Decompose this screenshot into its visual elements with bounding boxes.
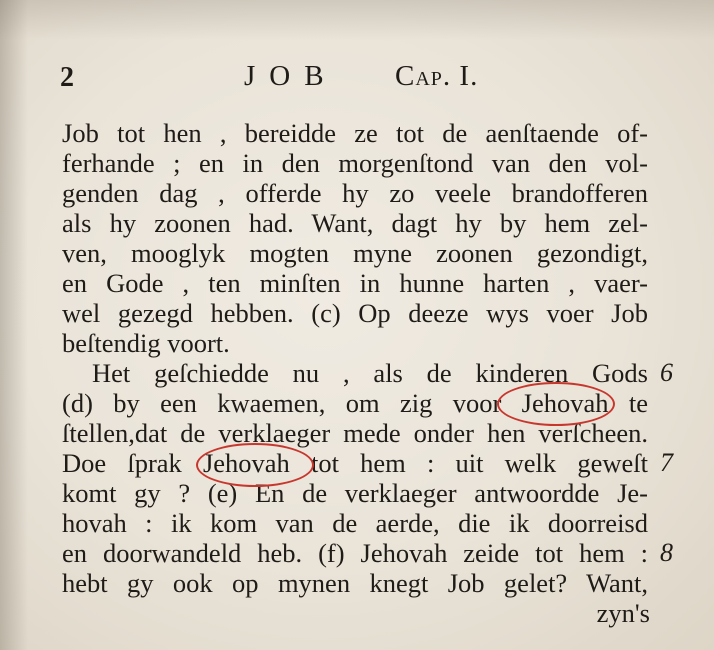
running-chapter: Cap. I.: [395, 60, 479, 92]
verse-number-8: 8: [660, 538, 673, 567]
verse-number-7: 7: [660, 448, 673, 477]
page-shadow-top: [0, 0, 714, 40]
text-line-2: ferhande ; en in den morgenſtond van den vol-: [62, 148, 648, 178]
text-line-3: genden dag , offerde hy zo veele brandofferen: [62, 178, 648, 208]
catchword: zyn's: [596, 598, 650, 628]
verse-number-6: 6: [660, 358, 673, 387]
annotation-circle-jehovah-1: [497, 382, 615, 426]
text-line-10: (d) by een kwaemen, om zig voor Jehovah te: [62, 388, 648, 418]
text-line-7: wel gezegd hebben. (c) Op deeze wys voer Job: [62, 298, 648, 328]
text-line-14: hovah : ik kom van de aerde, die ik doorreisd: [62, 508, 648, 538]
page-shadow-left: [0, 0, 28, 650]
text-line-12: Doe ſprak Jehovah tot hem : uit welk geweſt: [62, 448, 648, 478]
text-line-9: Het geſchiedde nu , als de kinderen Gods: [92, 358, 648, 388]
text-line-16: hebt gy ook op mynen knegt Job gelet? Want,: [62, 568, 648, 598]
text-line-4: als hy zoonen had. Want, dagt hy by hem zel-: [62, 208, 648, 238]
text-line-5: ven, mooglyk mogten myne zoonen gezondigt,: [62, 238, 648, 268]
running-title: JOB: [244, 60, 338, 92]
text-line-13: komt gy ? (e) En de verklaeger antwoordde Je-: [62, 478, 648, 508]
text-line-8: beſtendig voort.: [62, 328, 230, 358]
annotation-circle-jehovah-2: [196, 443, 314, 487]
text-line-1: Job tot hen , bereidde ze tot de aenſtaende of-: [62, 118, 648, 148]
text-line-11: ſtellen,dat de verklaeger mede onder hen verſcheen.: [62, 418, 648, 448]
text-line-15: en doorwandeld heb. (f) Jehovah zeide tot hem :: [62, 538, 648, 568]
page-number: 2: [60, 62, 74, 93]
text-line-6: en Gode , ten minſten in hunne harten , vaer-: [62, 268, 648, 298]
